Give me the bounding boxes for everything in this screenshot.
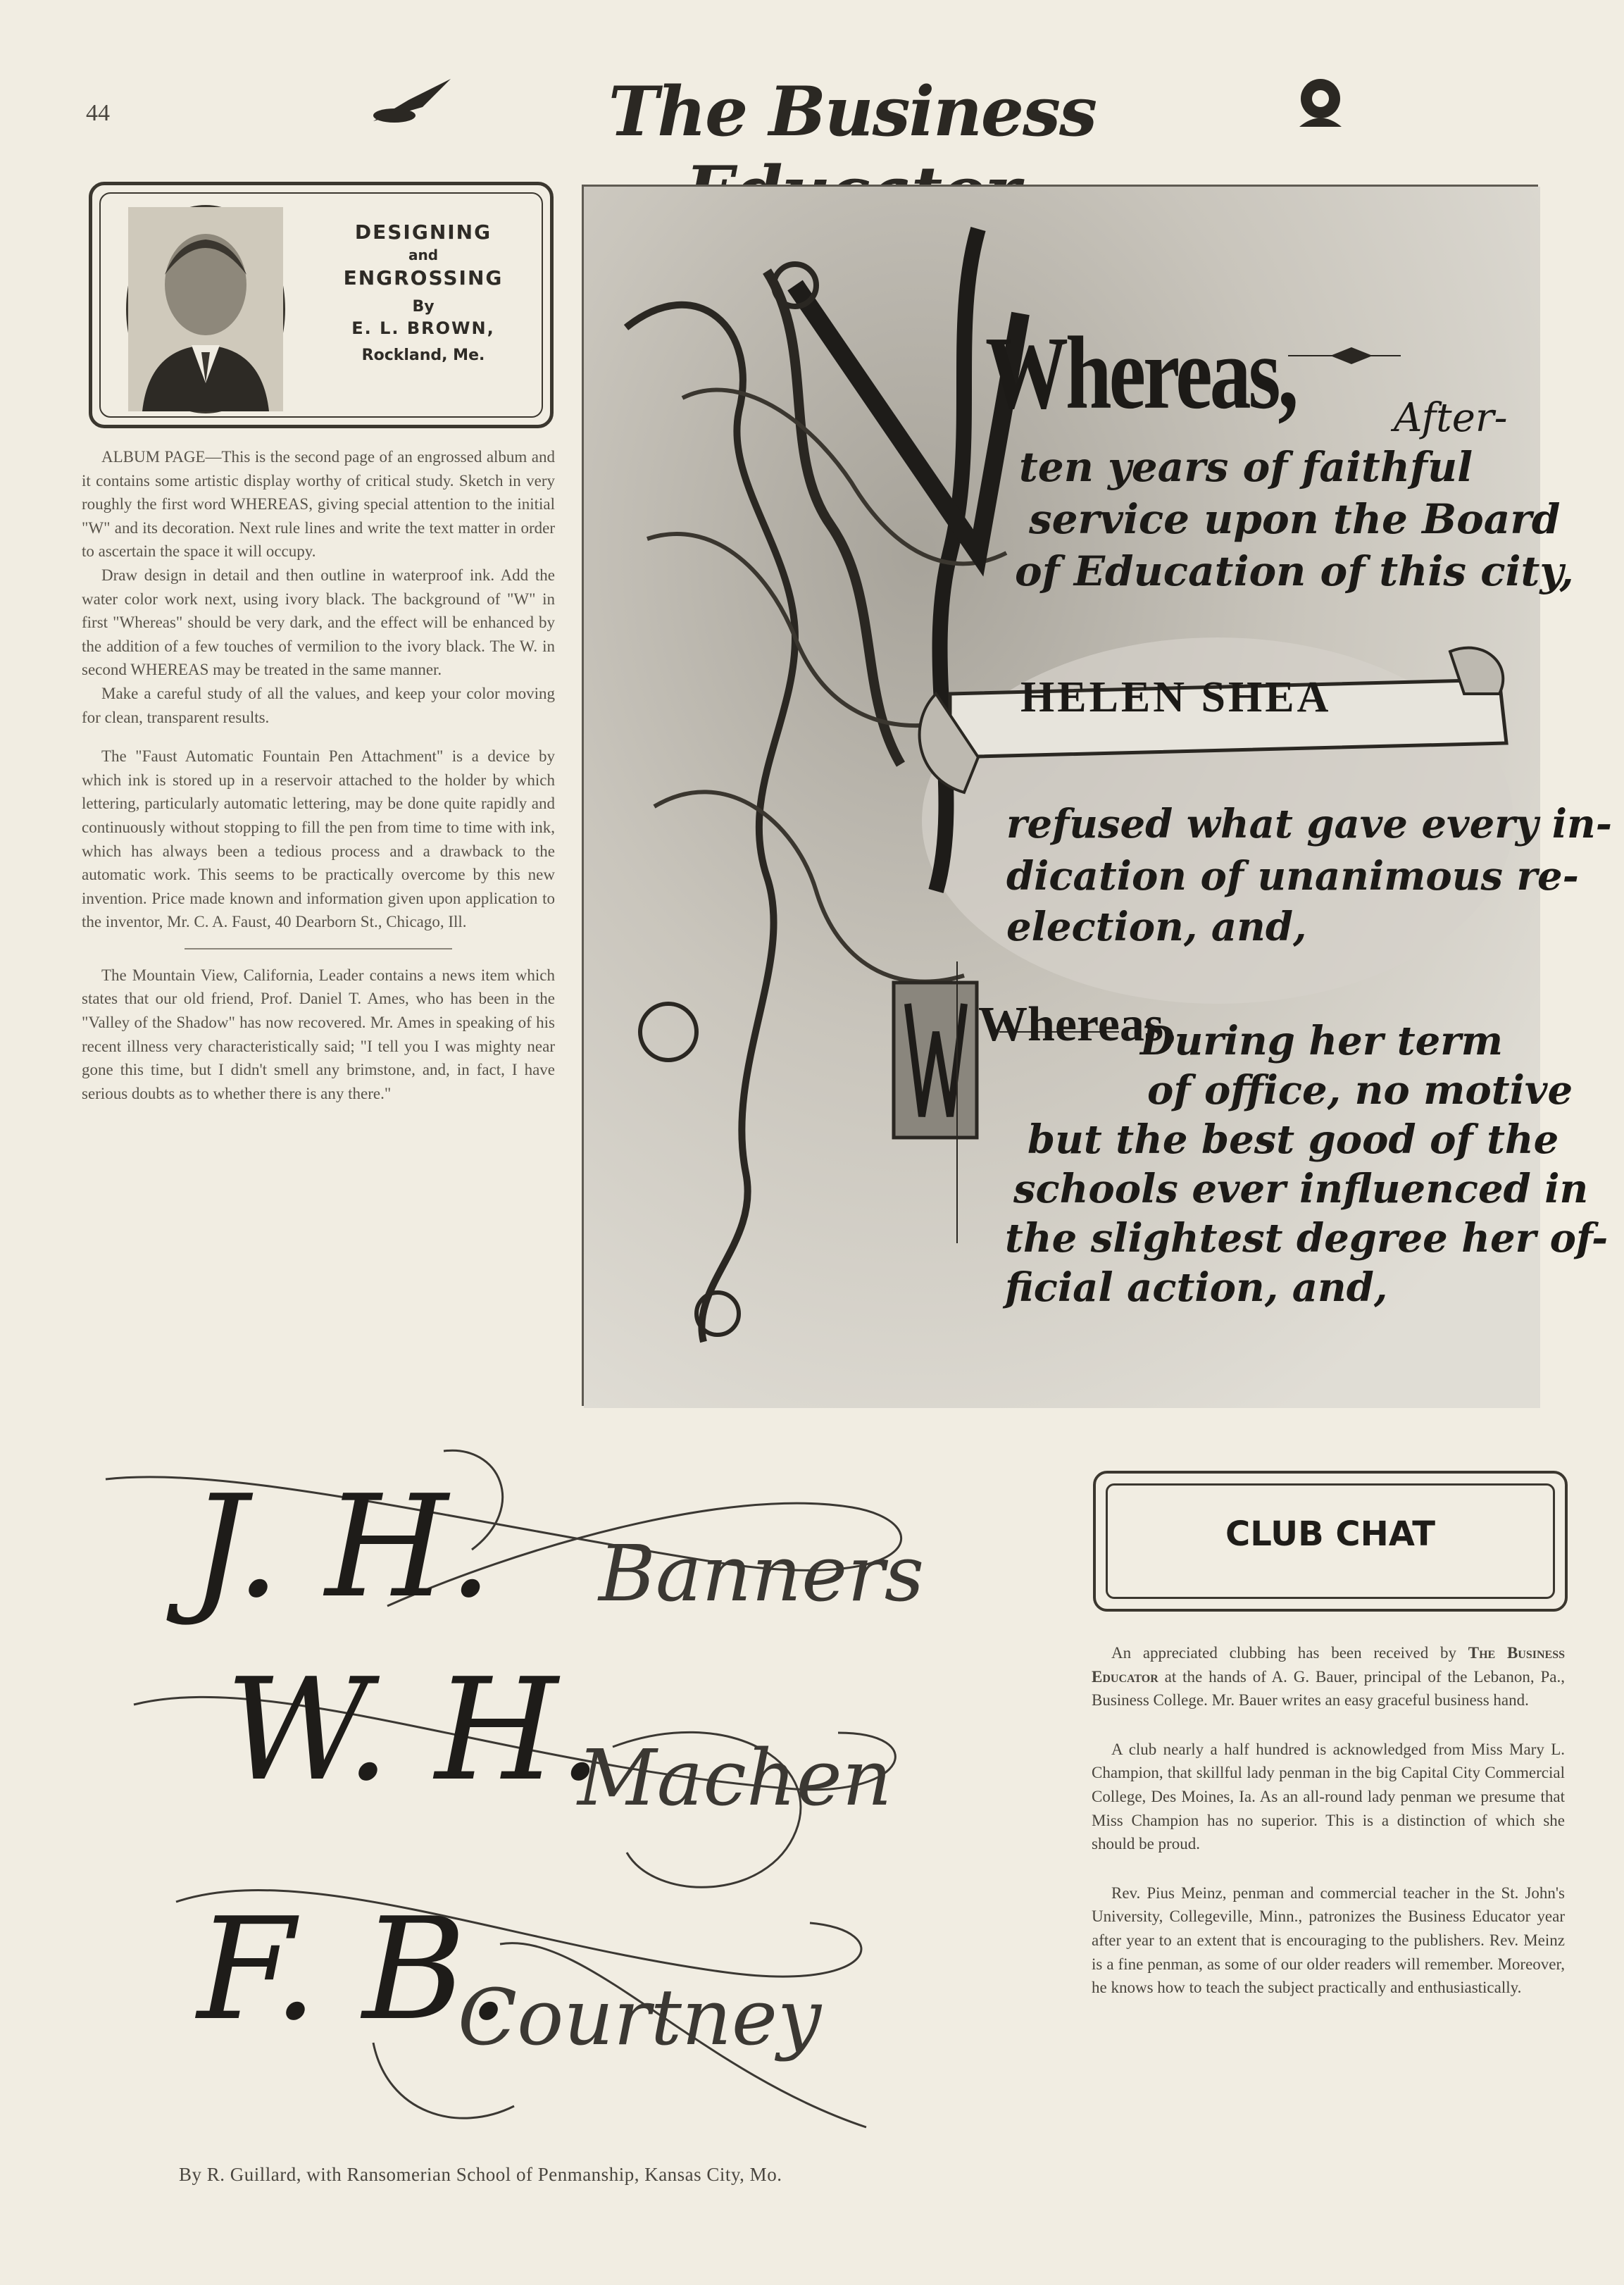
engraving-whereas-1: Whereas,: [985, 315, 1297, 431]
paragraph: [1092, 1641, 1565, 1712]
engraving-text-line: service upon the Board: [1029, 495, 1561, 543]
signature-3-name: Courtney: [458, 1972, 822, 2062]
paragraph: The "Faust Automatic Fountain Pen Attachment" is a device by which ink is stored up in a reservoir attached to the holder by which lettering, particularly automatic lettering, may be done quite rapidly and continuously without stopping to fill the pen from time to time with ink, which has always been a tedious process and a drawback to the automatic work. This seems to be practically overcome by this new invention. Price made known and information given upon application to the inventor, Mr. C. A. Faust, 40 Dearborn St., Chicago, Ill.: [82, 747, 555, 931]
signature-1-initials: J. H.: [190, 1465, 493, 1629]
engraving-text-line: During her term: [1140, 1018, 1504, 1064]
signature-3-initials: F. B.: [197, 1888, 511, 2052]
signature-1-name: Banners: [599, 1528, 925, 1619]
engraving-text-line: ficial action, and,: [1005, 1264, 1388, 1311]
engraving-text-line: of office, no motive: [1147, 1067, 1573, 1114]
club-chat-title: CLUB CHAT: [1225, 1514, 1435, 1554]
engraving-text-line: dication of unanimous re-: [1006, 853, 1579, 899]
signature-2-name: Machen: [577, 1733, 892, 1823]
masthead-title: The Business: [608, 72, 1097, 151]
engrossed-album-page: [582, 185, 1612, 1406]
engraving-text-line: the slightest degree her of-: [1005, 1215, 1609, 1262]
author-heading-engrossing: ENGROSSING: [343, 266, 504, 289]
author-heading-and: and: [408, 247, 439, 263]
author-location: Rockland, Me.: [361, 347, 485, 364]
publication-name: The Business Educator: [1092, 1644, 1565, 1686]
page-number: 44: [86, 100, 110, 126]
author-heading-designing: DESIGNING: [354, 220, 492, 244]
engraving-text-line: but the best good of the: [1028, 1116, 1559, 1163]
divider: [185, 948, 452, 950]
left-column-article: [82, 445, 555, 1105]
penmanship-signatures: [92, 1437, 937, 2162]
paragraph: Draw design in detail and then outline in waterproof ink. Add the water color work next, using ivory black. The background of "W" in first "Whereas" should be very dark, and the effect will be enhanced by the addition of a few touches of vermilion to the ivory black. The W. in second WHEREAS may be treated in the same manner.: [82, 566, 555, 679]
emblem-icon: [1289, 70, 1352, 134]
engraving-text-line: of Education of this city,: [1015, 547, 1574, 595]
paragraph: A club nearly a half hundred is acknowledged from Miss Mary L. Champion, that skillful lady penman in the big Capital City Commercial College, Des Moines, Ia. As an all-round lady penman we presume that Miss Champion has no superior. This is a distinction of which she should be proud.: [1092, 1740, 1565, 1853]
text-span: at the hands of A. G. Bauer, principal of the Lebanon, Pa., Business College. Mr. Bauer writes an easy graceful business hand.: [1092, 1667, 1566, 1710]
quill-icon: [366, 72, 458, 128]
signature-credit: By R. Guillard, with Ransomerian School of Penmanship, Kansas City, Mo.: [179, 2164, 782, 2185]
paragraph: The Mountain View, California, Leader contains a news item which states that our old friend, Prof. Daniel T. Ames, who has been in the "Valley of the Shadow" has now recovered. Mr. Ames in speaking of his recent illness very characteristically said; "I tell you I was mighty near gone this time, but I didn't smell any brimstone, and, in fact, I have serious doubts as to whether there is any there.": [82, 966, 555, 1102]
club-chat-article: [1092, 1641, 1565, 2000]
engraving-whereas-2: Whereas,: [978, 997, 1176, 1052]
author-box: [89, 182, 554, 428]
author-portrait: [126, 205, 285, 413]
paragraph: ALBUM PAGE—This is the second page of an engrossed album and it contains some artistic display worthy of critical study. Sketch in very roughly the first word WHEREAS, giving special attention to the initial "W" and its decoration. Next rule lines and write the text matter in order to ascertain the space it will occupy.: [82, 448, 555, 561]
paragraph: Rev. Pius Meinz, penman and commercial teacher in the St. John's University, Collegeville, Minn., patronizes the Business Educator year after year to an extent that is encouraging to the publishers. Rev. Meinz is a fine penman, as some of our older readers will remember. Moreover, he knows how to teach the subject practically and enthusiastically.: [1092, 1884, 1565, 1997]
signature-2-initials: W. H.: [225, 1648, 603, 1812]
author-name: E. L. BROWN,: [351, 318, 495, 338]
club-chat-box: [1093, 1471, 1568, 1612]
engraving-text-line: schools ever influenced in: [1013, 1166, 1589, 1212]
engraving-text-line: After-: [1394, 395, 1508, 441]
paragraph: Make a careful study of all the values, and keep your color moving for clean, transparent results.: [82, 684, 555, 726]
engraving-text-line: refused what gave every in-: [1006, 801, 1612, 847]
engraving-text-line: election, and,: [1006, 904, 1307, 950]
engraving-banner-name: HELEN SHEA: [1020, 673, 1332, 721]
author-by: By: [412, 298, 435, 316]
text-span: An appreciated clubbing has been received by: [1111, 1644, 1456, 1662]
engraving-text-line: ten years of faithful: [1019, 443, 1473, 491]
masthead: [366, 65, 1352, 156]
